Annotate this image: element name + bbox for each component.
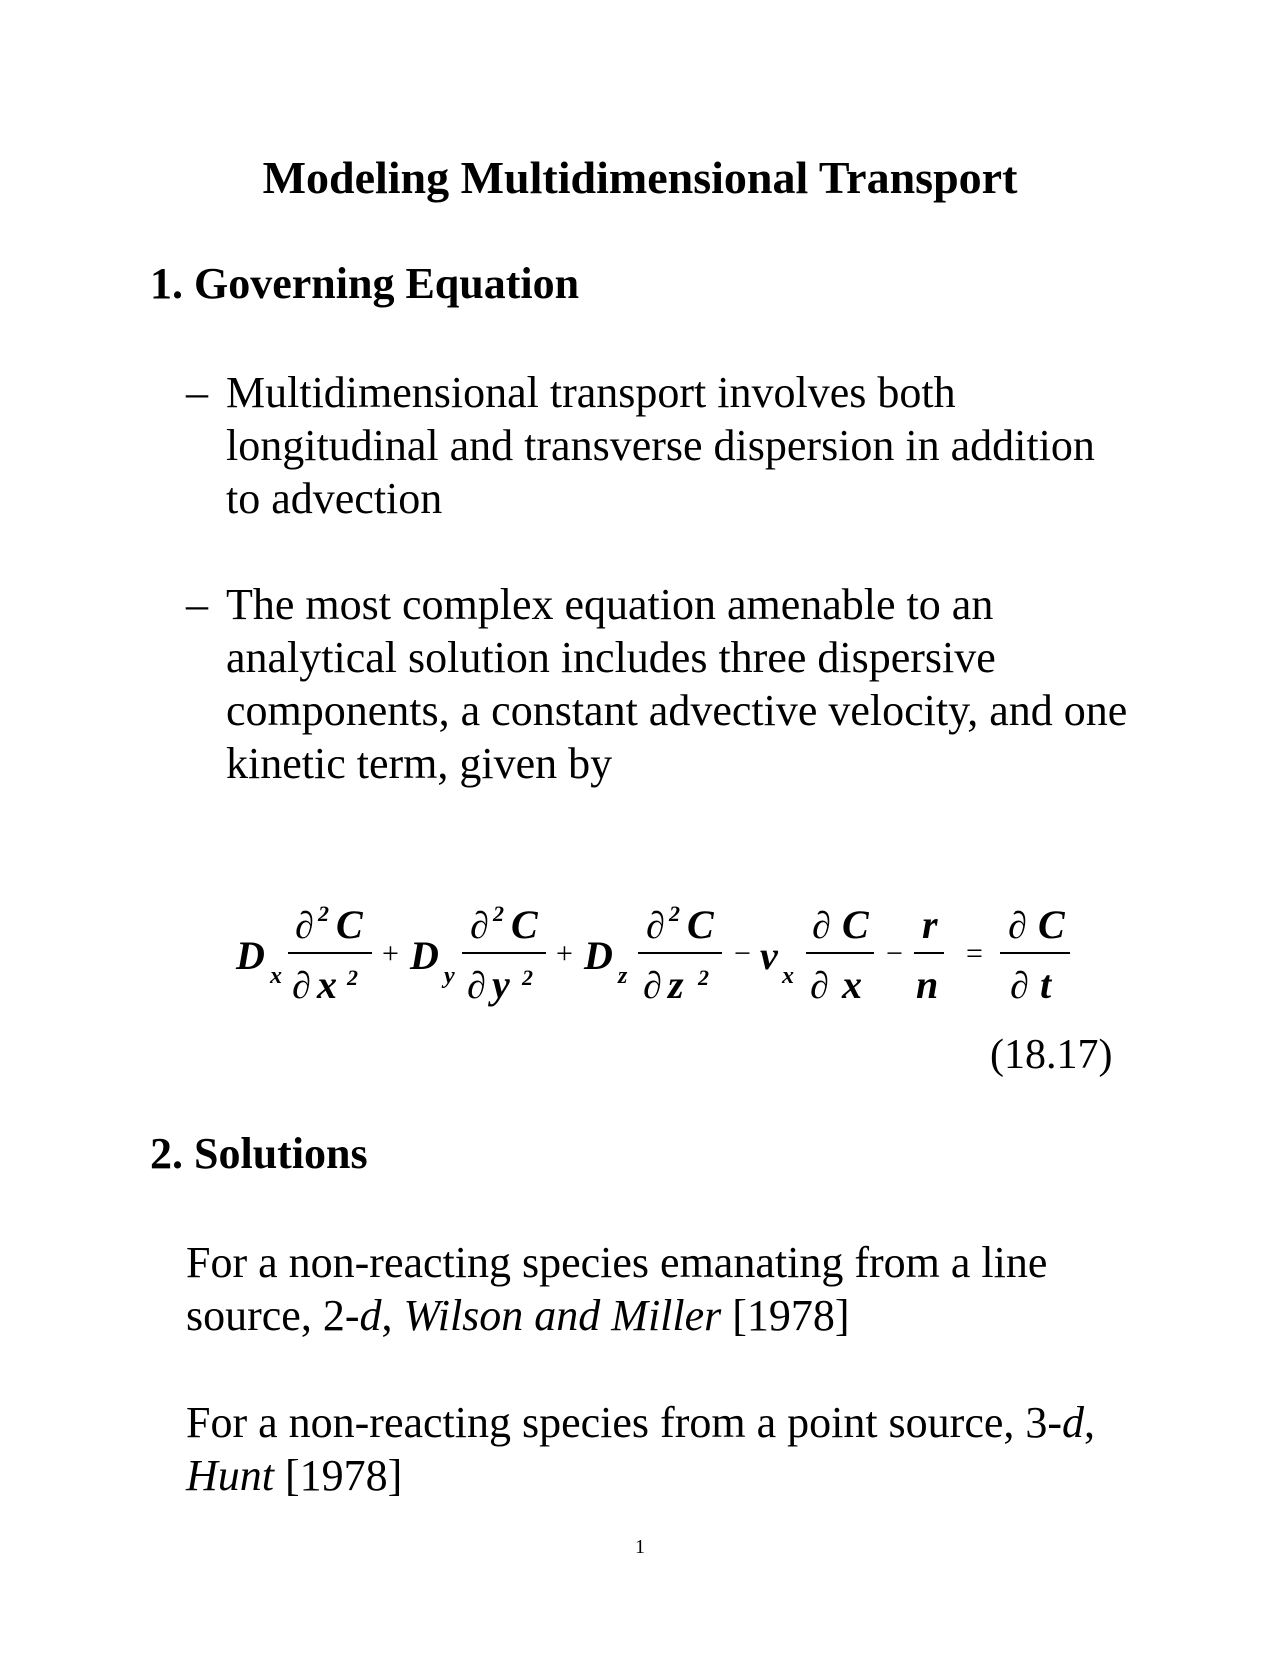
- eq-partial: ∂: [646, 905, 665, 947]
- eq-c: C: [842, 902, 869, 947]
- eq-power: 2: [522, 965, 533, 990]
- eq-partial: ∂: [295, 905, 314, 947]
- eq-var-y: y: [492, 962, 510, 1007]
- citation-authors: Hunt: [186, 1451, 274, 1500]
- eq-partial: ∂: [470, 905, 489, 947]
- eq-c: C: [511, 902, 538, 947]
- bullet-dash: –: [186, 580, 208, 629]
- eq-power: 2: [347, 965, 358, 990]
- eq-vx-coefficient: v: [760, 933, 778, 978]
- citation-authors: Wilson and Miller: [403, 1291, 722, 1340]
- eq-partial: ∂: [812, 905, 831, 947]
- para-separator: ,: [1084, 1398, 1096, 1447]
- eq-var-x: x: [317, 962, 337, 1007]
- section-heading-solutions: 2. Solutions: [150, 1129, 368, 1178]
- section-heading-governing-equation: 1. Governing Equation: [150, 259, 580, 308]
- eq-dx-subscript: x: [270, 963, 282, 989]
- equation-number: (18.17): [990, 1032, 1113, 1078]
- eq-dx-coefficient: D: [236, 933, 265, 978]
- eq-partial: ∂: [1010, 965, 1029, 1007]
- eq-partial: ∂: [1008, 905, 1027, 947]
- eq-minus: −: [886, 937, 903, 970]
- eq-vx-subscript: x: [782, 963, 794, 989]
- para-text: For a non-reacting species from a point source, 3-: [186, 1398, 1063, 1447]
- citation-year: [1978]: [721, 1291, 850, 1340]
- eq-var-t: t: [1040, 962, 1052, 1007]
- bullet-item: [186, 366, 1136, 525]
- page-number: 1: [635, 1536, 645, 1558]
- solution-paragraph: [186, 1236, 1116, 1342]
- eq-power: 2: [493, 901, 504, 926]
- eq-power: 2: [669, 901, 680, 926]
- para-separator: ,: [381, 1291, 404, 1340]
- para-dimension: d: [359, 1291, 382, 1340]
- citation-year: [1978]: [274, 1451, 403, 1500]
- para-text: For a non-reacting species emanating from a line source, 2-: [186, 1238, 1048, 1340]
- eq-equals: =: [966, 937, 983, 970]
- eq-var-n: n: [916, 962, 939, 1007]
- eq-dy-coefficient: D: [410, 933, 439, 978]
- eq-power: 2: [698, 965, 709, 990]
- page-title: Modeling Multidimensional Transport: [262, 152, 1018, 203]
- eq-partial: ∂: [292, 965, 311, 1007]
- eq-dz-subscript: z: [618, 963, 628, 989]
- eq-var-x: x: [842, 962, 862, 1007]
- eq-var-r: r: [922, 902, 938, 947]
- equation-18-17: [0, 895, 1280, 1015]
- eq-partial: ∂: [467, 965, 486, 1007]
- eq-c: C: [1038, 902, 1065, 947]
- eq-c: C: [336, 902, 363, 947]
- eq-power: 2: [318, 901, 329, 926]
- eq-plus: +: [556, 937, 573, 970]
- bullet-text: The most complex equation amenable to an analytical solution includes three dispersive components, a constant advective velocity, and one kinetic term, given by: [226, 580, 1128, 788]
- bullet-text: Multidimensional transport involves both longitudinal and transverse dispersion in addition to advection: [226, 368, 1095, 523]
- eq-dz-coefficient: D: [584, 933, 613, 978]
- eq-c: C: [687, 902, 714, 947]
- para-dimension: d: [1062, 1398, 1085, 1447]
- eq-minus: −: [734, 937, 751, 970]
- eq-plus: +: [382, 937, 399, 970]
- solution-paragraph: [186, 1396, 1116, 1502]
- eq-partial: ∂: [643, 965, 662, 1007]
- eq-var-z: z: [668, 962, 684, 1007]
- bullet-item: [186, 578, 1136, 790]
- bullet-dash: –: [186, 368, 208, 417]
- eq-dy-subscript: y: [444, 963, 455, 989]
- eq-partial: ∂: [810, 965, 829, 1007]
